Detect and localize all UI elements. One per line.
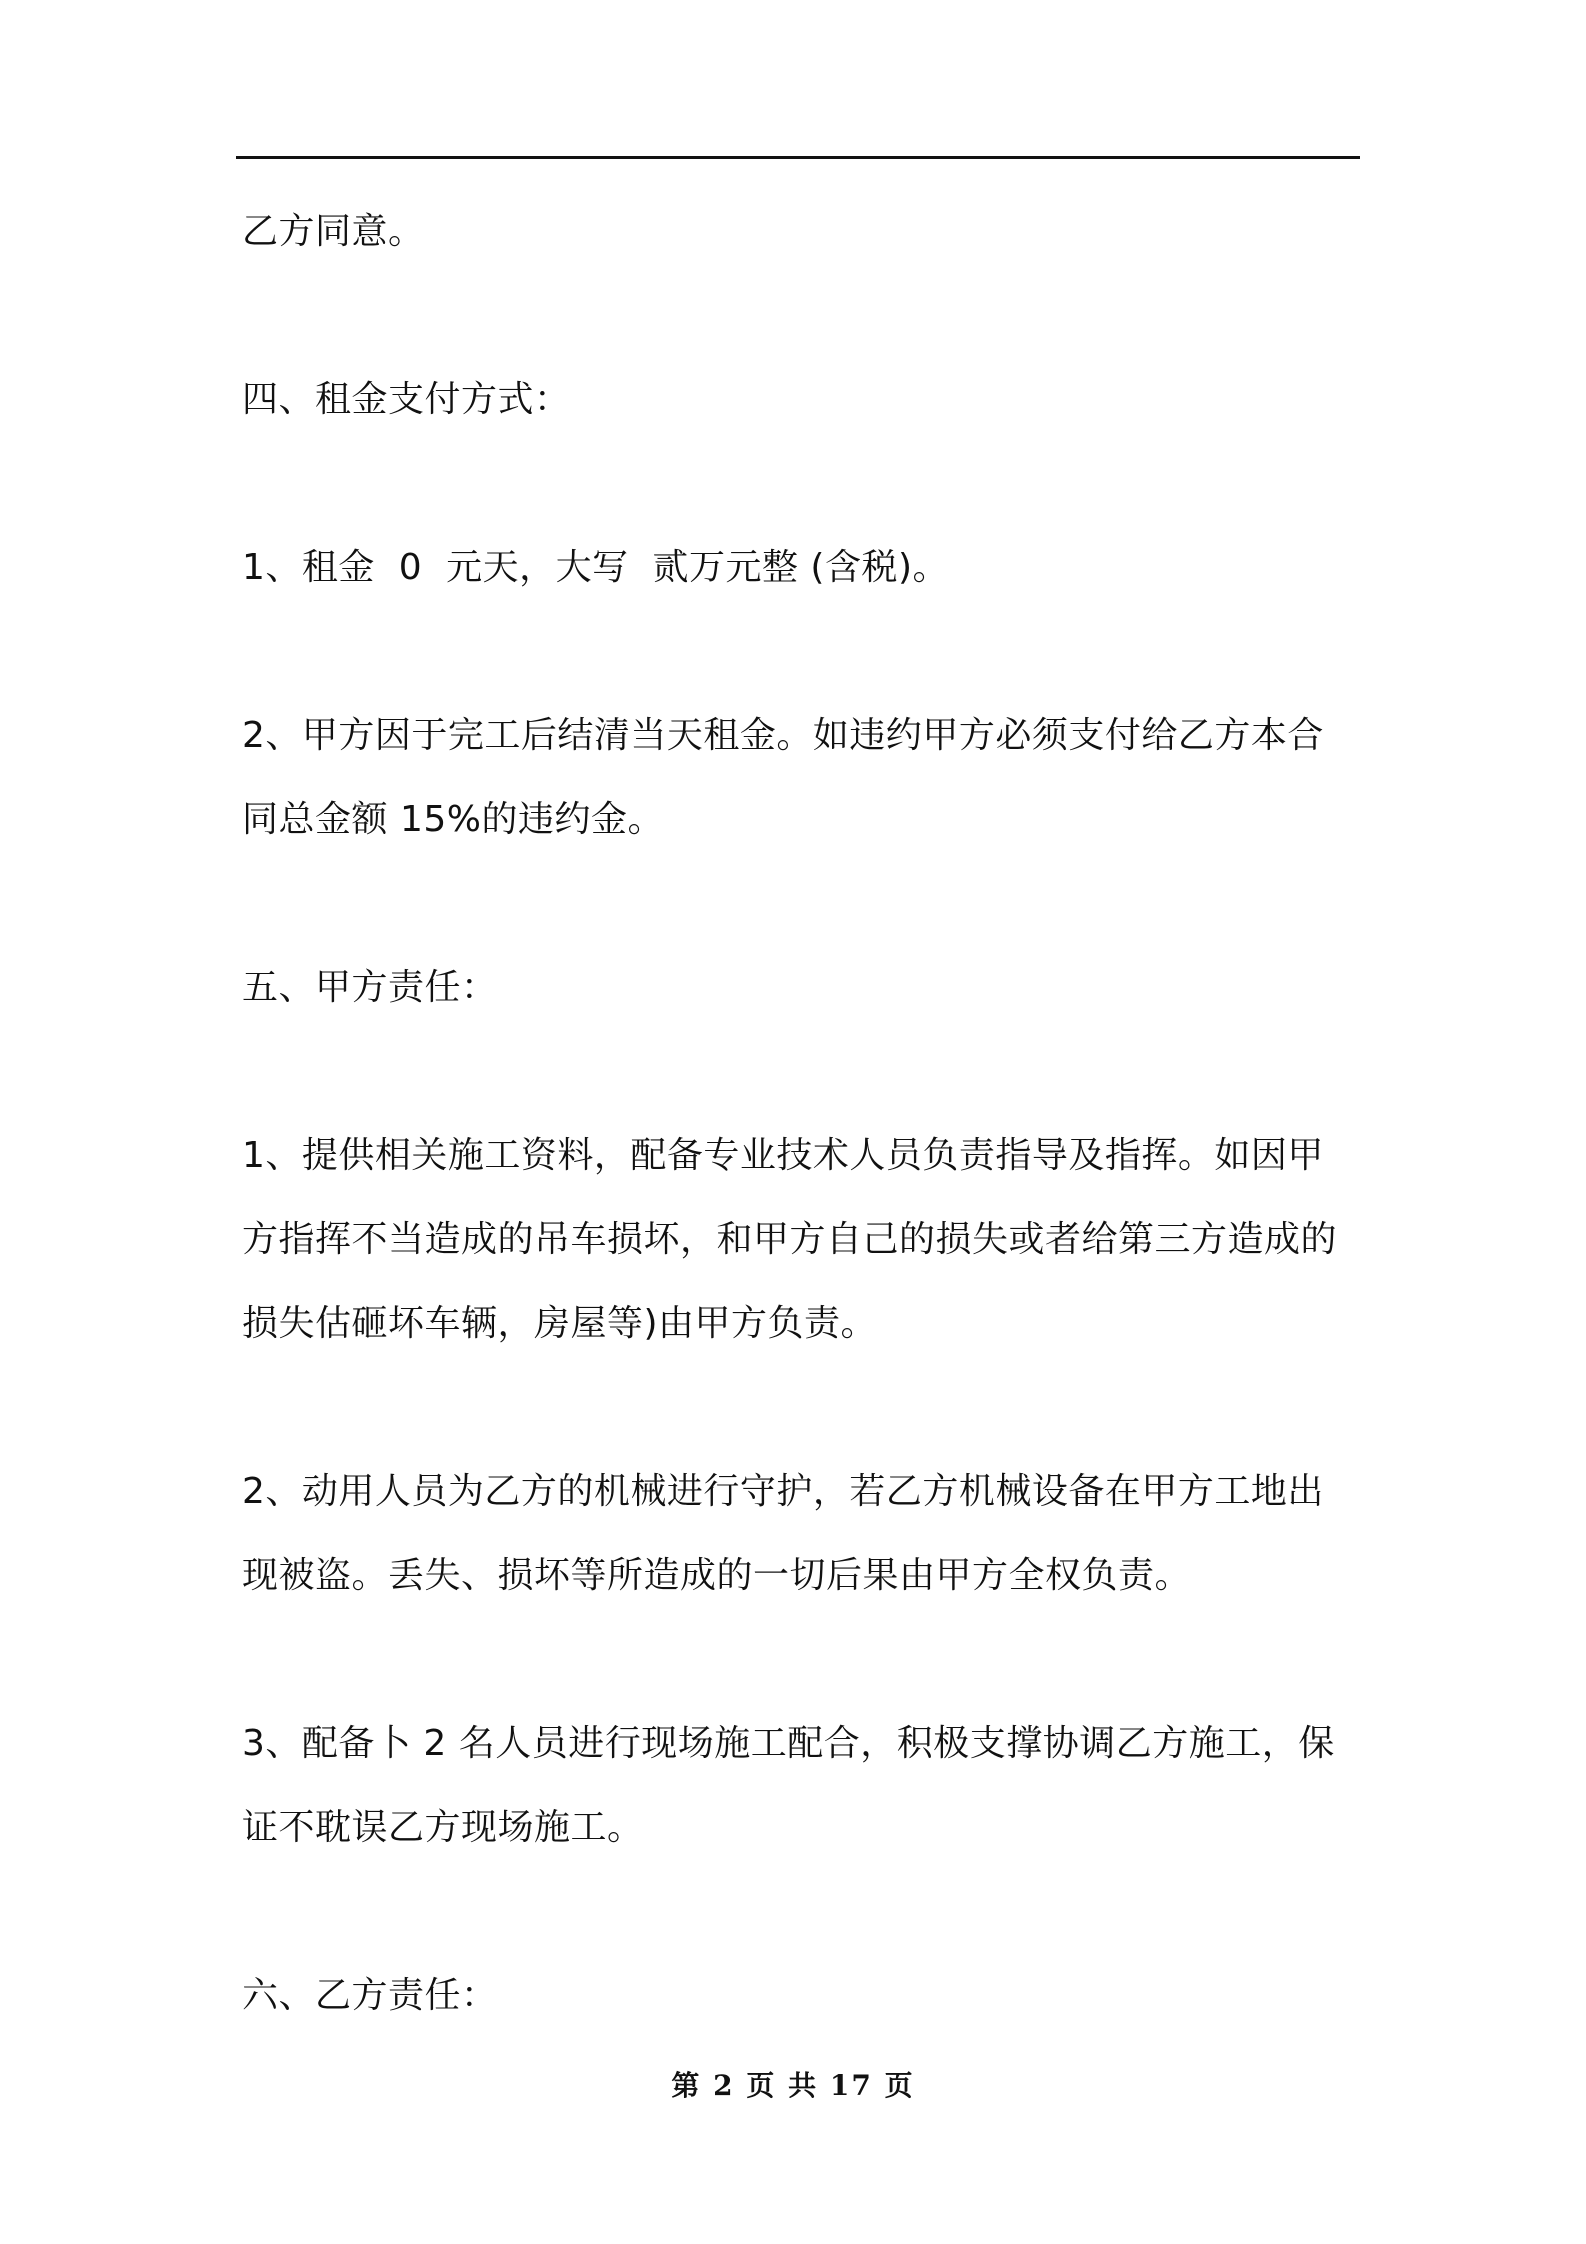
section-heading — [242, 946, 1362, 1030]
paragraph — [242, 1450, 1362, 1618]
section-heading — [242, 1954, 1362, 2038]
text-line: 现被盗。丢失、损坏等所造成的一切后果由甲方全权负责。 — [242, 1555, 1192, 1596]
text-line: 1、提供相关施工资料，配备专业技术人员负责指导及指挥。如因甲 — [242, 1135, 1324, 1176]
text-line: 2、甲方因于完工后结清当天租金。如违约甲方必须支付给乙方本合 — [242, 715, 1324, 756]
paragraph-gap — [242, 1618, 1362, 1702]
paragraph — [242, 190, 1362, 274]
document-body — [242, 190, 1362, 2038]
text-line: 证不耽误乙方现场施工。 — [242, 1807, 644, 1848]
text-line: 3、配备卜 2 名人员进行现场施工配合，积极支撑协调乙方施工，保 — [242, 1723, 1335, 1764]
paragraph-gap — [242, 1366, 1362, 1450]
paragraph-gap — [242, 610, 1362, 694]
text-line: 方指挥不当造成的吊车损坏，和甲方自己的损失或者给第三方造成的 — [242, 1219, 1338, 1260]
text-line: 五、甲方责任： — [242, 967, 498, 1008]
text-line: 同总金额 15%的违约金。 — [242, 799, 664, 840]
paragraph-gap — [242, 442, 1362, 526]
text-line: 六、乙方责任： — [242, 1975, 498, 2016]
text-line: 1、租金 0 元天，大写 贰万元整 (含税)。 — [242, 547, 950, 588]
text-line: 2、动用人员为乙方的机械进行守护，若乙方机械设备在甲方工地出 — [242, 1471, 1324, 1512]
text-line: 损失估砸坏车辆，房屋等)由甲方负责。 — [242, 1303, 878, 1344]
paragraph-gap — [242, 862, 1362, 946]
header-rule — [236, 156, 1360, 159]
paragraph-gap — [242, 1030, 1362, 1114]
section-heading — [242, 358, 1362, 442]
paragraph-gap — [242, 274, 1362, 358]
paragraph — [242, 1702, 1362, 1870]
paragraph — [242, 526, 1362, 610]
paragraph-gap — [242, 1870, 1362, 1954]
text-line: 四、租金支付方式： — [242, 379, 571, 420]
page-number: 第 2 页 共 17 页 — [671, 2069, 915, 2102]
paragraph — [242, 694, 1362, 862]
text-line: 乙方同意。 — [242, 211, 425, 252]
paragraph — [242, 1114, 1362, 1366]
